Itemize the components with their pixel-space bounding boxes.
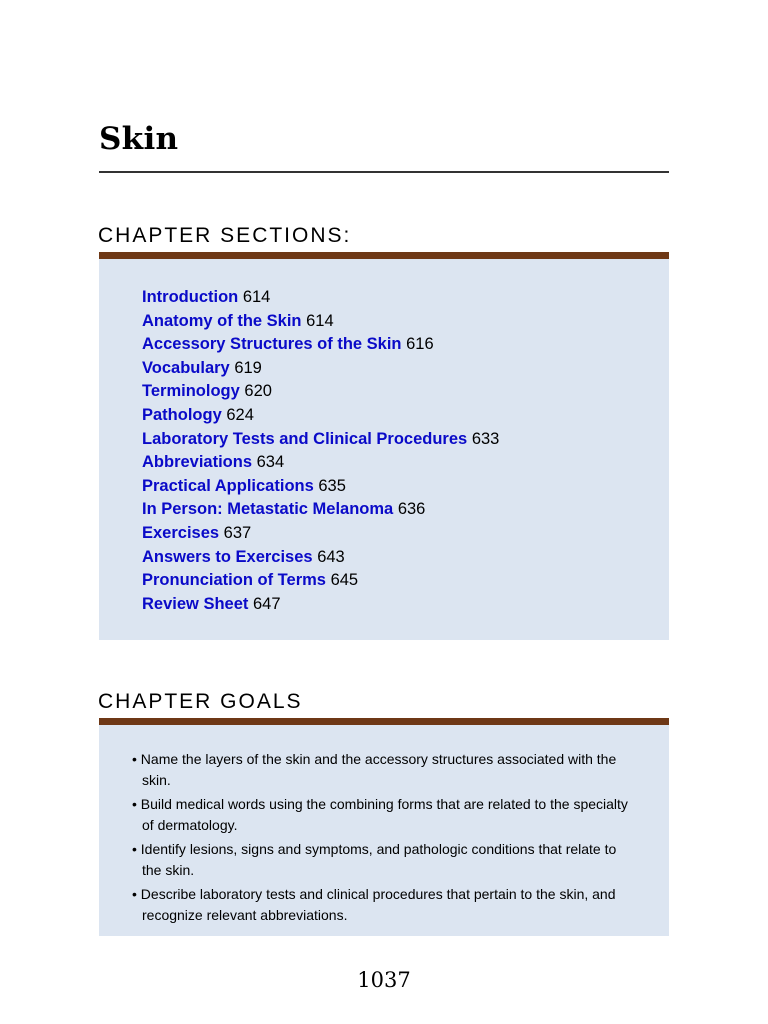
section-link[interactable]: Practical Applications — [142, 476, 314, 495]
section-page-number: 633 — [471, 429, 500, 448]
section-item — [142, 522, 499, 546]
goal-item: • Build medical words using the combining forms that are related to the specialty of dermatology. — [132, 796, 628, 833]
section-link[interactable]: Answers to Exercises — [142, 547, 313, 566]
section-link[interactable]: Accessory Structures of the Skin — [142, 335, 402, 354]
chapter-goals-box — [99, 725, 669, 936]
section-page-number: 635 — [318, 476, 346, 495]
section-item — [142, 546, 499, 570]
section-page-number: 614 — [306, 311, 334, 330]
section-page-number: 619 — [234, 358, 262, 377]
section-link[interactable]: Introduction — [142, 288, 239, 306]
goal-item: • Describe laboratory tests and clinical procedures that pertain to the skin, and recognize relevant abbreviations. — [132, 886, 616, 923]
section-link[interactable]: Pathology — [142, 405, 222, 424]
section-link[interactable]: Anatomy of the Skin — [142, 311, 302, 330]
section-item — [142, 451, 499, 475]
chapter-sections-box — [99, 259, 669, 640]
chapter-sections-bar — [99, 252, 669, 259]
section-item — [142, 357, 499, 381]
chapter-sections-heading: CHAPTER SECTIONS: — [98, 224, 352, 247]
section-page-number: 614 — [242, 288, 271, 306]
chapter-sections-list — [142, 286, 499, 616]
section-item — [142, 593, 499, 617]
chapter-goals-list — [129, 749, 629, 929]
section-page-number: 634 — [256, 453, 285, 472]
chapter-title: Skin — [99, 121, 179, 157]
goal-item: • Name the layers of the skin and the accessory structures associated with the skin. — [132, 751, 617, 788]
section-page-number: 637 — [223, 523, 252, 542]
section-link[interactable]: Review Sheet — [142, 594, 249, 613]
title-divider — [99, 171, 669, 173]
goal-item: • Identify lesions, signs and symptoms, and pathologic conditions that relate to the skin. — [132, 841, 617, 878]
section-link[interactable]: Terminology — [142, 382, 240, 401]
section-page-number: 620 — [244, 382, 272, 401]
section-item — [142, 498, 499, 522]
section-item — [142, 404, 499, 428]
section-page-number: 636 — [397, 500, 426, 519]
section-item — [142, 310, 499, 334]
section-link[interactable]: Exercises — [142, 523, 220, 542]
section-link[interactable]: Abbreviations — [142, 453, 253, 472]
section-link[interactable]: Laboratory Tests and Clinical Procedures — [142, 429, 468, 448]
section-page-number: 645 — [330, 571, 359, 590]
section-item — [142, 380, 499, 404]
section-page-number: 616 — [406, 335, 434, 354]
section-item — [142, 475, 499, 499]
section-link[interactable]: Pronunciation of Terms — [142, 571, 326, 590]
section-link[interactable]: Vocabulary — [142, 358, 230, 377]
section-link[interactable]: In Person: Metastatic Melanoma — [142, 500, 394, 519]
chapter-goals-bar — [99, 718, 669, 725]
section-item — [142, 286, 499, 310]
section-item — [142, 569, 499, 593]
section-page-number: 647 — [252, 594, 281, 613]
section-page-number: 624 — [226, 405, 254, 424]
section-item — [142, 428, 499, 452]
page-number: 1037 — [357, 968, 411, 992]
section-item — [142, 333, 499, 357]
section-page-number: 643 — [317, 547, 345, 566]
chapter-goals-heading: CHAPTER GOALS — [98, 690, 303, 713]
